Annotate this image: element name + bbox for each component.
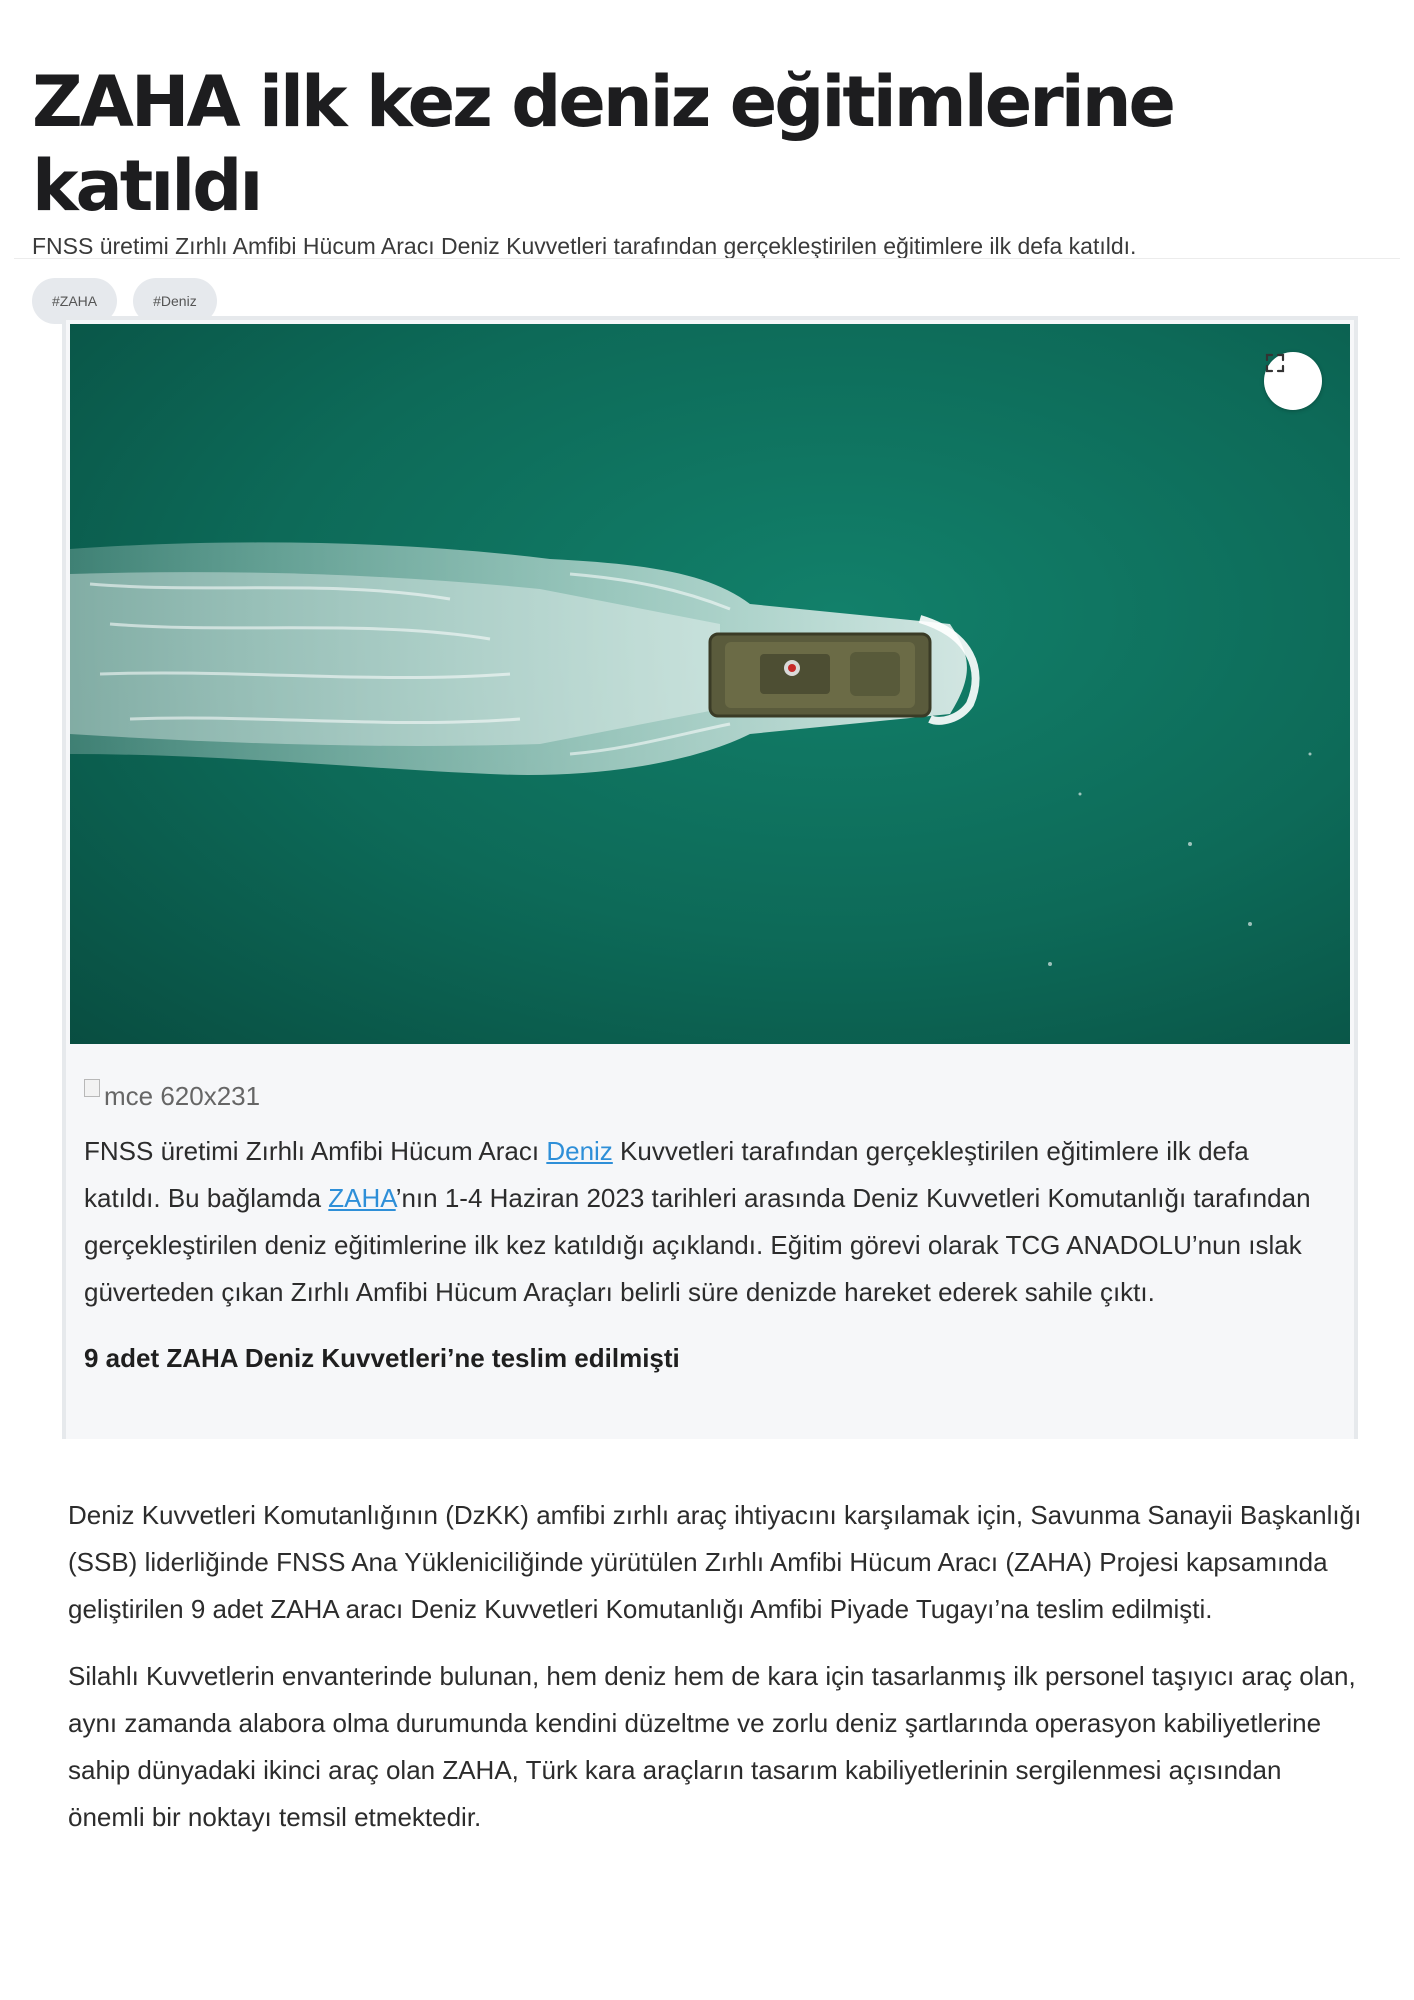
lead-text-1: FNSS üretimi Zırhlı Amfibi Hücum Aracı — [84, 1136, 547, 1166]
section-subheading: 9 adet ZAHA Deniz Kuvvetleri’ne teslim edilmişti — [84, 1343, 680, 1373]
broken-image — [84, 1078, 1314, 1114]
broken-image-alt: mce 620x231 — [104, 1080, 261, 1111]
expand-image-button[interactable] — [1264, 352, 1322, 410]
expand-icon — [1264, 352, 1286, 374]
article-title: ZAHA ilk kez deniz eğitimlerine katıldı — [32, 61, 1174, 227]
body-paragraph-2: Silahlı Kuvvetlerin envanterinde bulunan, hem deniz hem de kara için tasarlanmış ilk personel taşıyıcı araç olan, aynı zamanda alabora olma durumunda kendini düzeltme ve zorlu deniz şartlarında operasyon kabiliyetlerine sahip dünyadaki ikinci araç olan ZAHA, Türk kara araçların tasarım kabiliyetlerinin sergilenmesi açısından önemli bir noktayı temsil etmektedir. — [68, 1661, 1356, 1832]
tag-deniz[interactable]: #Deniz — [133, 278, 217, 324]
tag-zaha[interactable]: #ZAHA — [32, 278, 117, 324]
article-photo — [70, 324, 1350, 1044]
link-deniz[interactable]: Deniz — [546, 1136, 613, 1166]
body-paragraph-1: Deniz Kuvvetleri Komutanlığının (DzKK) amfibi zırhlı araç ihtiyacını karşılamak için, Savunma Sanayii Başkanlığı (SSB) liderliğinde FNSS Ana Yükleniciliğinde yürütülen Zırhlı Amfibi Hücum Aracı (ZAHA) Projesi kapsamında geliştirilen 9 adet ZAHA aracı Deniz Kuvvetleri Komutanlığı Amfibi Piyade Tugayı’na teslim edilmişti. — [68, 1500, 1362, 1624]
photo-illustration — [70, 324, 1350, 1044]
lead-text-2: Kuvvetleri tarafından gerçekleştirilen eğitimlere ilk defa katıldı. Bu bağlamda — [84, 1136, 1249, 1213]
article-body — [68, 1492, 1364, 1861]
broken-image-icon — [84, 1079, 100, 1097]
lead-paragraph — [84, 1128, 1314, 1316]
media-caption-area — [84, 1078, 1314, 1378]
lead-text-3: ’nın 1-4 Haziran 2023 tarihleri arasında Deniz Kuvvetleri Komutanlığı tarafından gerçekleştirilen deniz eğitimlerine ilk kez katıldığı açıklandı. Eğitim görevi olarak TCG ANADOLU’nun ıslak güverteden çıkan Zırhlı Amfibi Hücum Araçları belirli süre denizde hareket ederek sahile çıktı. — [84, 1183, 1311, 1307]
article-header — [32, 60, 1374, 324]
header-divider — [14, 258, 1400, 259]
article-summary: FNSS üretimi Zırhlı Amfibi Hücum Aracı Deniz Kuvvetleri tarafından gerçekleştirilen eğitimlere ilk defa katıldı. — [32, 233, 1137, 259]
article-media-box — [62, 316, 1358, 1439]
link-zaha[interactable]: ZAHA — [328, 1183, 396, 1213]
amphibious-vehicle — [710, 634, 930, 716]
